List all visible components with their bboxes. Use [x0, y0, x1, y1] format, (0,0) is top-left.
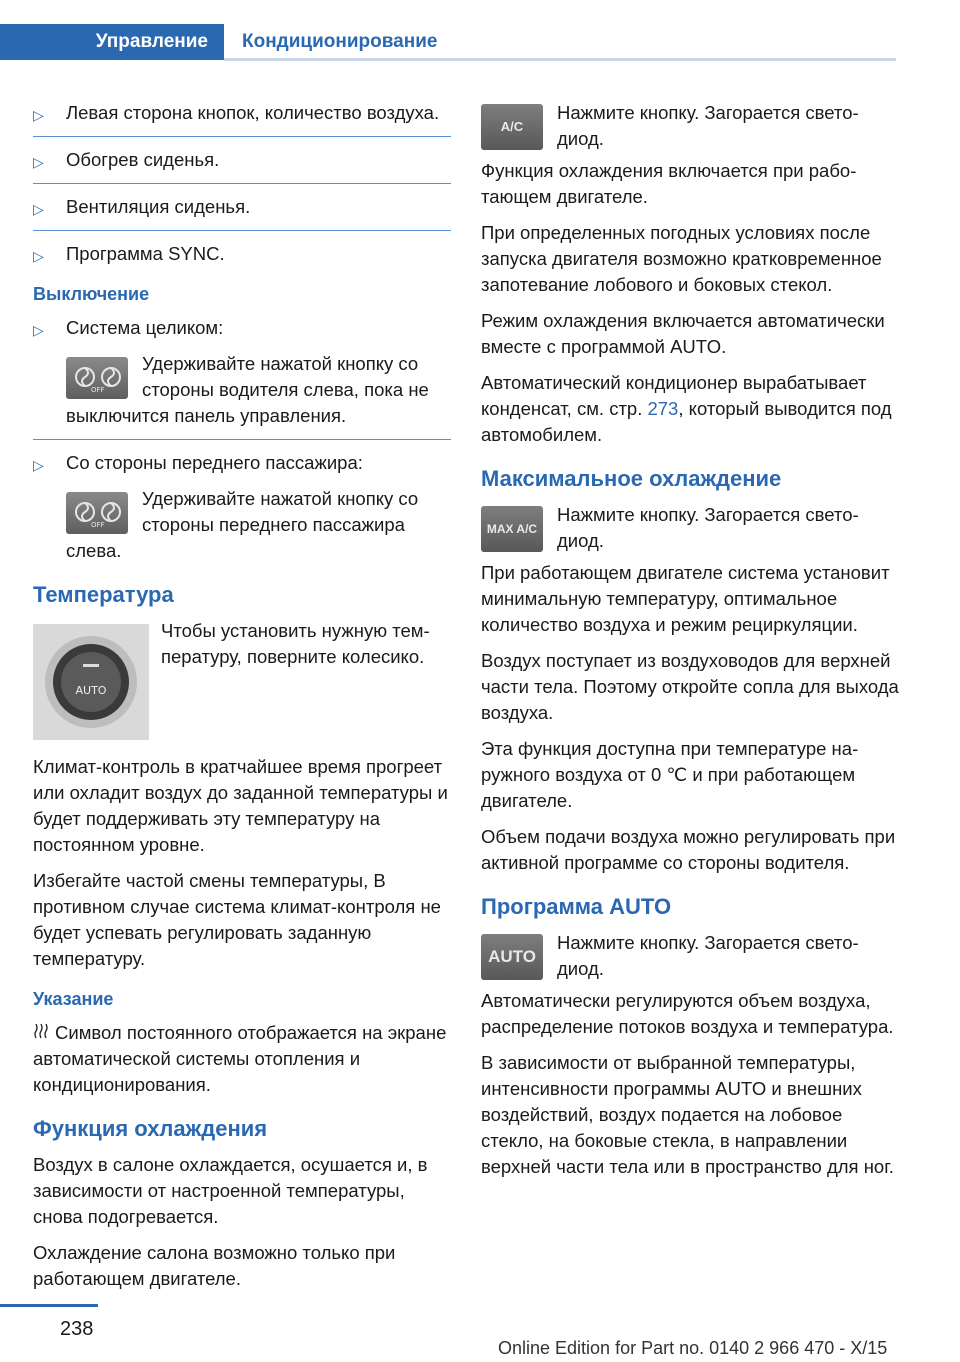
temperature-knob-image — [33, 624, 149, 740]
page-header — [0, 24, 896, 64]
left-column — [33, 100, 451, 1302]
divider — [33, 439, 451, 440]
temperature-block — [33, 618, 451, 740]
fan-off-button-icon — [66, 492, 128, 534]
paragraph: Климат-контроль в кратчайшее время прогреет или охладит воздух до заданной температуры и будет поддерживать эту температуру на постоянном уровне. — [33, 756, 448, 855]
paragraph: Функция охлаждения включается при работающем двигателе. — [481, 160, 857, 207]
bullet-triangle-icon: ▷ — [33, 201, 44, 217]
list-item: ▷ Вентиляция сиденья. — [33, 194, 451, 220]
section-heading-cooling: Функция охлаждения — [33, 1116, 268, 1141]
paragraph: Автоматически регулируются объем воздуха, распределение потоков воздуха и температура. — [481, 990, 894, 1037]
ac-block: A/C Нажмите кнопку. Загорается светодиод. — [481, 100, 899, 152]
note-paragraph: Символ постоянного отображается на экране автоматической системы отопления и кондиционирования. — [33, 1022, 447, 1095]
edition-note: Online Edition for Part no. 0140 2 966 470 - X/15 — [498, 1338, 888, 1358]
off-passenger-block: OFF Удерживайте нажатой кнопку со стороны переднего пассажира слева. — [66, 488, 419, 561]
section-heading-note: Указание — [33, 989, 114, 1009]
paragraph: Объем подачи воздуха можно регулировать при активной программе со стороны водителя. — [481, 826, 896, 873]
bullet-triangle-icon: ▷ — [33, 248, 44, 264]
paragraph: Избегайте частой смены температуры, В противном случае система климат-контроля не будет успевать регулировать заданную температуру. — [33, 870, 441, 969]
list-item: ▷ Программа SYNC. — [33, 241, 451, 267]
section-tab: Управление — [0, 24, 224, 60]
max-ac-block: MAX A/C Нажмите кнопку. Загорается светодиод. — [481, 502, 899, 554]
section-heading-temperature: Температура — [33, 582, 174, 607]
paragraph: Эта функция доступна при температуре наружного воздуха от 0 ℃ и при работающем двигателе. — [481, 738, 859, 811]
footer-rule — [0, 1304, 98, 1307]
knob-label: AUTO — [75, 684, 107, 697]
section-heading-off: Выключение — [33, 284, 150, 304]
paragraph: Автоматический кондиционер вырабатывает конденсат, см. стр. 273, который выводится под автомобилем. — [481, 372, 892, 445]
paragraph: Охлаждение салона возможно только при работающем двигателе. — [33, 1242, 396, 1289]
bullet-triangle-icon: ▷ — [33, 154, 44, 170]
bullet-triangle-icon: ▷ — [33, 457, 44, 473]
auto-button-icon: AUTO — [481, 934, 543, 980]
section-heading-auto: Программа AUTO — [481, 894, 672, 919]
off-whole-block: OFF Удерживайте нажатой кнопку со стороны водителя слева, пока не выключится панель управления. — [66, 353, 429, 426]
right-column — [481, 100, 899, 1190]
list-item: ▷ Обогрев сиденья. — [33, 147, 451, 173]
list-item: ▷ Система целиком: — [33, 315, 451, 341]
max-ac-button-icon: MAX A/C — [481, 506, 543, 552]
svg-text:OFF: OFF — [91, 386, 105, 393]
header-rule — [224, 58, 896, 61]
paragraph: Режим охлаждения включается автоматически вместе с программой AUTO. — [481, 310, 885, 357]
subsection-title: Кондиционирование — [242, 31, 438, 52]
air-flow-symbol-icon — [33, 1020, 49, 1046]
divider — [33, 230, 451, 231]
paragraph: При определенных погодных условиях после запуска двигателя возможно кратковременное запотевание лобового и боковых стекол. — [481, 222, 882, 295]
divider — [33, 183, 451, 184]
paragraph: При работающем двигателе система установит минимальную температуру, оптимальное количество воздуха и режим рециркуляции. — [481, 562, 890, 635]
list-item: ▷ Со стороны переднего пассажира: — [33, 450, 451, 476]
auto-block: AUTO Нажмите кнопку. Загорается светодиод. — [481, 930, 899, 982]
divider — [33, 136, 451, 137]
list-item: ▷ Левая сторона кнопок, количество воздуха. — [33, 100, 451, 126]
page-reference-link[interactable]: 273 — [647, 398, 679, 419]
temperature-intro: Чтобы установить нужную температуру, поверните колесико. — [161, 620, 430, 667]
fan-off-button-icon — [66, 357, 128, 399]
ac-button-icon: A/C — [481, 104, 543, 150]
bullet-triangle-icon: ▷ — [33, 107, 44, 123]
svg-text:OFF: OFF — [91, 521, 105, 528]
paragraph: Воздух в салоне охлаждается, осушается и, в зависимости от настроенной температуры, снова подогревается. — [33, 1154, 428, 1227]
page-number: 238 — [60, 1318, 94, 1340]
section-heading-max-cooling: Максимальное охлаждение — [481, 466, 782, 491]
bullet-triangle-icon: ▷ — [33, 322, 44, 338]
paragraph: В зависимости от выбранной температуры, интенсивности программы AUTO и внешних воздействий, воздух подается на лобовое стекло, на боковые стекла, в направлении верхней части тела или в пространство для ног. — [481, 1052, 894, 1177]
paragraph: Воздух поступает из воздуховодов для верхней части тела. Поэтому откройте сопла для выхода воздуха. — [481, 650, 899, 723]
